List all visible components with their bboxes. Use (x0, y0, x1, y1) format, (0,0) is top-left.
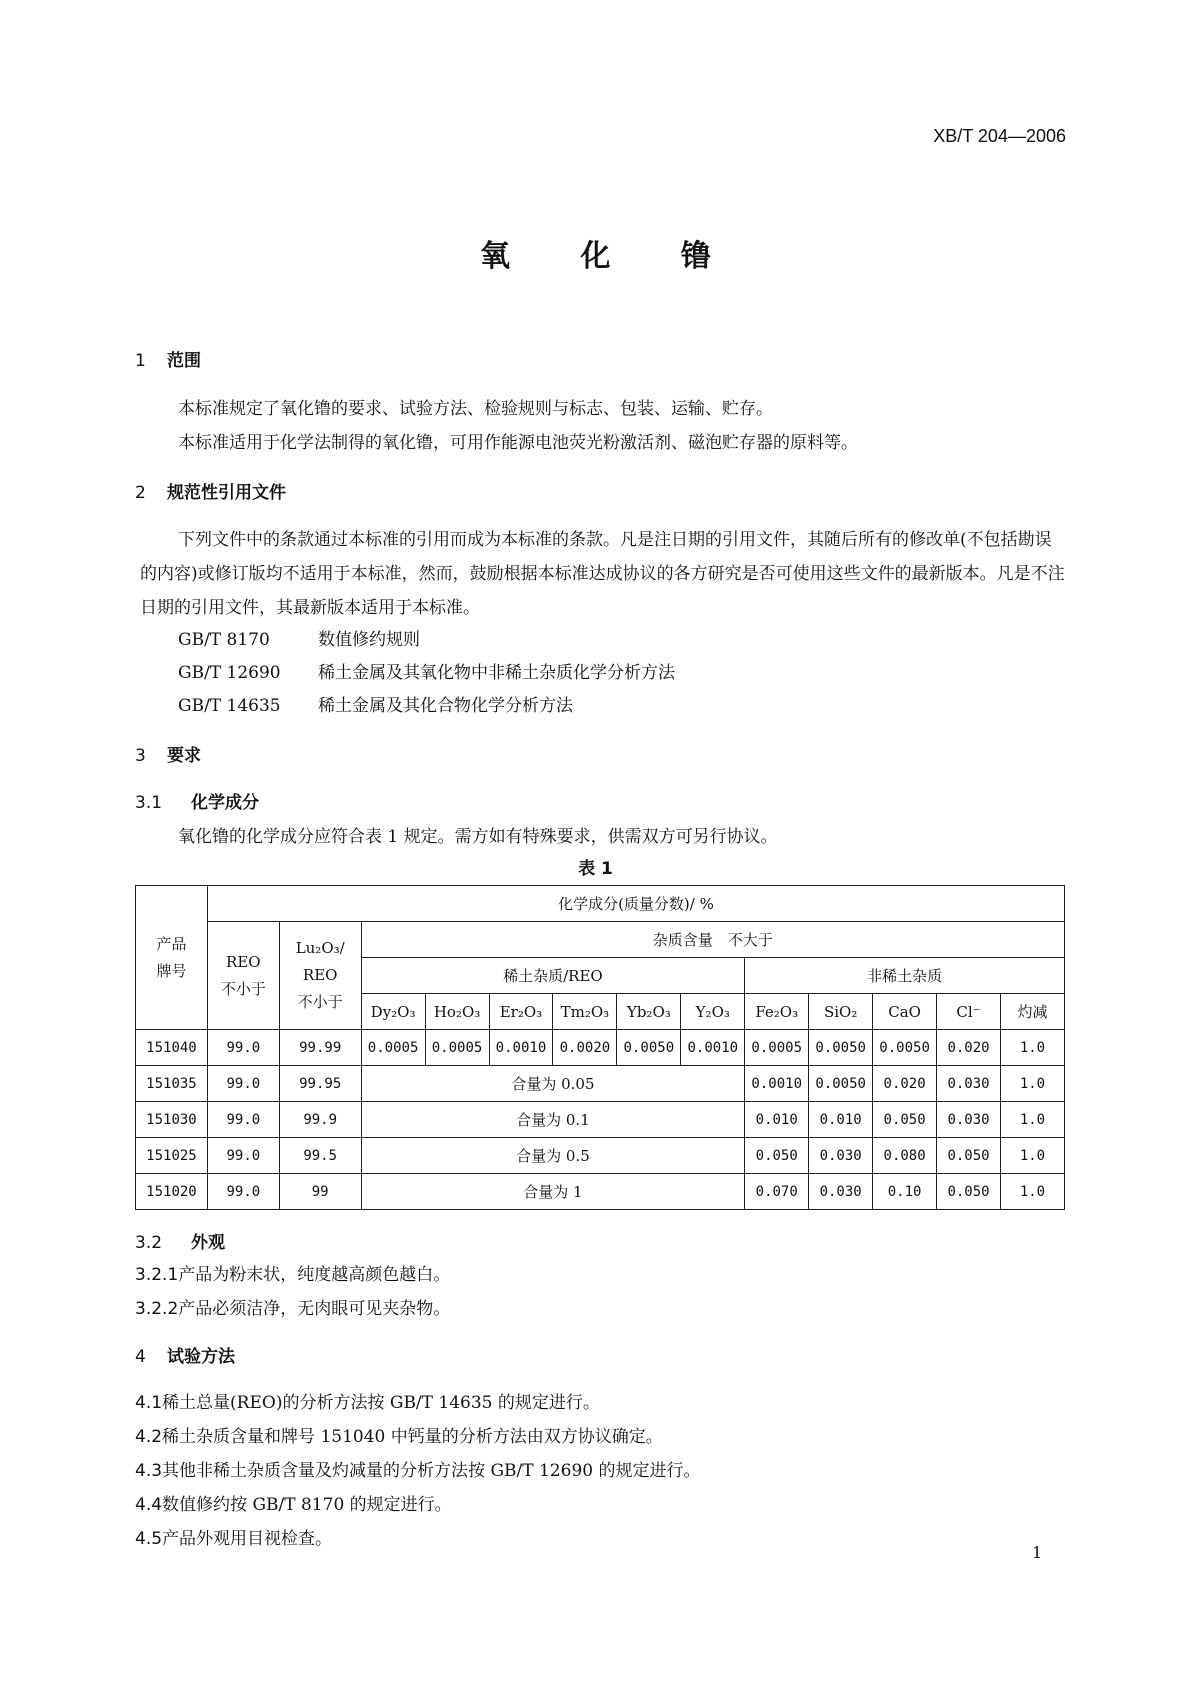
clause-3-2-2 (135, 1294, 450, 1319)
section-title: 规范性引用文件 (167, 483, 286, 503)
clause-text: 产品必须洁净，无肉眼可见夹杂物。 (178, 1299, 451, 1319)
column-header: CaO (873, 994, 937, 1030)
section-number: 3.1 (135, 793, 163, 813)
cell-lu: 99.9 (279, 1102, 361, 1138)
column-header: SiO₂ (809, 994, 873, 1030)
cell-grade: 151030 (136, 1102, 208, 1138)
subsection-3-1-heading (135, 788, 259, 813)
cell-lu: 99.5 (279, 1138, 361, 1174)
page-number: 1 (1032, 1543, 1043, 1562)
paragraph: 氧化镥的化学成分应符合表 1 规定。需方如有特殊要求，供需双方可另行协议。 (178, 827, 778, 847)
section-number: 3 (135, 746, 146, 766)
cell-sio2: 0.030 (809, 1138, 873, 1174)
paragraph: 下列文件中的条款通过本标准的引用而成为本标准的条款。凡是注日期的引用文件，其随后所有的修改单(不包括勘误的内容)或修订版均不适用于本标准，然而，鼓励根据本标准达成协议的各方研究是否可使用这些文件的最新版本。凡是不注日期的引用文件，其最新版本适用于本标准。 (140, 530, 1065, 618)
clause-number: 4.1 (135, 1393, 163, 1413)
cell-reo: 99.0 (207, 1066, 279, 1102)
cell-cao: 0.020 (873, 1066, 937, 1102)
cell-loss-on-ignition: 1.0 (1000, 1030, 1064, 1066)
section-title: 范围 (167, 351, 201, 371)
cell-reo: 99.0 (207, 1174, 279, 1210)
paragraph: 本标准规定了氧化镥的要求、试验方法、检验规则与标志、包装、运输、贮存。 (178, 399, 773, 419)
cell-re-total: 合量为 0.1 (361, 1102, 745, 1138)
cell-loss-on-ignition: 1.0 (1000, 1174, 1064, 1210)
reference-code: GB/T 12690 (178, 663, 281, 683)
reference-item (178, 625, 420, 650)
clause-number: 4.3 (135, 1461, 163, 1481)
cell-sio2: 0.010 (809, 1102, 873, 1138)
cell-grade: 151040 (136, 1030, 208, 1066)
header-rare-earth-impurity: 稀土杂质/REO (361, 958, 745, 994)
cell-grade: 151035 (136, 1066, 208, 1102)
cell-grade: 151025 (136, 1138, 208, 1174)
subsection-3-2-heading (135, 1228, 225, 1253)
cell-cao: 0.050 (873, 1102, 937, 1138)
cell-loss-on-ignition: 1.0 (1000, 1066, 1064, 1102)
cell-cao: 0.0050 (873, 1030, 937, 1066)
cell-er2o3: 0.0010 (489, 1030, 553, 1066)
section-title: 外观 (191, 1233, 225, 1253)
cell-cl: 0.050 (937, 1138, 1001, 1174)
section-title: 化学成分 (191, 793, 259, 813)
section-2-heading (135, 478, 286, 503)
clause-number: 4.2 (135, 1427, 163, 1447)
section-4-heading (135, 1342, 235, 1367)
reference-code: GB/T 8170 (178, 630, 270, 650)
section-title: 要求 (167, 746, 201, 766)
column-header: Ho₂O₃ (425, 994, 489, 1030)
header-non-rare-earth-impurity: 非稀土杂质 (745, 958, 1065, 994)
table-caption: 表 1 (578, 859, 613, 879)
clause-text: 稀土总量(REO)的分析方法按 GB/T 14635 的规定进行。 (162, 1393, 600, 1413)
cell-fe2o3: 0.0010 (745, 1066, 809, 1102)
cell-y2o3: 0.0010 (681, 1030, 745, 1066)
reference-item (178, 658, 675, 683)
header-chemical-composition: 化学成分(质量分数)/ % (207, 886, 1064, 922)
header-reo: REO 不小于 (207, 922, 279, 1030)
cell-lu: 99 (279, 1174, 361, 1210)
cell-fe2o3: 0.010 (745, 1102, 809, 1138)
clause-number: 3.2.1 (135, 1265, 179, 1285)
column-header: 灼减 (1000, 994, 1064, 1030)
cell-reo: 99.0 (207, 1102, 279, 1138)
cell-lu: 99.99 (279, 1030, 361, 1066)
cell-cl: 0.030 (937, 1102, 1001, 1138)
section-number: 2 (135, 483, 146, 503)
composition-table (135, 885, 1065, 1210)
clause-4-4 (135, 1490, 452, 1515)
cell-loss-on-ignition: 1.0 (1000, 1102, 1064, 1138)
cell-cl: 0.030 (937, 1066, 1001, 1102)
section-number: 4 (135, 1347, 146, 1367)
clause-text: 稀土杂质含量和牌号 151040 中钙量的分析方法由双方协议确定。 (162, 1427, 663, 1447)
cell-grade: 151020 (136, 1174, 208, 1210)
table-row (136, 1102, 1065, 1138)
clause-4-3 (135, 1456, 700, 1481)
section-3-heading (135, 741, 201, 766)
cell-re-total: 合量为 0.05 (361, 1066, 745, 1102)
cell-fe2o3: 0.0005 (745, 1030, 809, 1066)
column-header: Fe₂O₃ (745, 994, 809, 1030)
clause-3-2-1 (135, 1260, 450, 1285)
column-header: Tm₂O₃ (553, 994, 617, 1030)
clause-number: 3.2.2 (135, 1299, 179, 1319)
cell-fe2o3: 0.070 (745, 1174, 809, 1210)
cell-sio2: 0.0050 (809, 1066, 873, 1102)
column-header: Dy₂O₃ (361, 994, 425, 1030)
clause-4-5 (135, 1524, 332, 1549)
clause-text: 其他非稀土杂质含量及灼减量的分析方法按 GB/T 12690 的规定进行。 (162, 1461, 701, 1481)
clause-text: 产品为粉末状，纯度越高颜色越白。 (178, 1265, 451, 1285)
header-lu2o3-reo: Lu₂O₃/ REO 不小于 (279, 922, 361, 1030)
reference-name: 稀土金属及其化合物化学分析方法 (318, 696, 573, 716)
table-row (136, 1066, 1065, 1102)
document-title: 氧 化 镥 (480, 239, 741, 274)
cell-re-total: 合量为 1 (361, 1174, 745, 1210)
cell-cao: 0.080 (873, 1138, 937, 1174)
cell-cao: 0.10 (873, 1174, 937, 1210)
column-header: Y₂O₃ (681, 994, 745, 1030)
table-row (136, 1030, 1065, 1066)
reference-name: 数值修约规则 (318, 630, 420, 650)
cell-tm2o3: 0.0020 (553, 1030, 617, 1066)
reference-name: 稀土金属及其氧化物中非稀土杂质化学分析方法 (318, 663, 675, 683)
cell-lu: 99.95 (279, 1066, 361, 1102)
cell-fe2o3: 0.050 (745, 1138, 809, 1174)
section-number: 1 (135, 351, 146, 371)
reference-code: GB/T 14635 (178, 696, 281, 716)
cell-reo: 99.0 (207, 1138, 279, 1174)
section-1-heading (135, 346, 201, 371)
clause-text: 数值修约按 GB/T 8170 的规定进行。 (162, 1495, 452, 1515)
clause-number: 4.5 (135, 1529, 163, 1549)
cell-cl: 0.020 (937, 1030, 1001, 1066)
clause-4-1 (135, 1388, 600, 1413)
cell-sio2: 0.030 (809, 1174, 873, 1210)
paragraph: 本标准适用于化学法制得的氧化镥，可用作能源电池荧光粉激活剂、磁泡贮存器的原料等。 (178, 433, 858, 453)
clause-4-2 (135, 1422, 663, 1447)
table-row (136, 1174, 1065, 1210)
header-impurity: 杂质含量 不大于 (361, 922, 1064, 958)
cell-yb2o3: 0.0050 (617, 1030, 681, 1066)
cell-re-total: 合量为 0.5 (361, 1138, 745, 1174)
clause-text: 产品外观用目视检查。 (162, 1529, 333, 1549)
cell-loss-on-ignition: 1.0 (1000, 1138, 1064, 1174)
column-header: Yb₂O₃ (617, 994, 681, 1030)
header-grade: 产品 牌号 (136, 886, 208, 1030)
cell-ho2o3: 0.0005 (425, 1030, 489, 1066)
column-header: Er₂O₃ (489, 994, 553, 1030)
cell-sio2: 0.0050 (809, 1030, 873, 1066)
reference-item (178, 691, 573, 716)
cell-cl: 0.050 (937, 1174, 1001, 1210)
section-number: 3.2 (135, 1233, 163, 1253)
cell-dy2o3: 0.0005 (361, 1030, 425, 1066)
column-header: Cl⁻ (937, 994, 1001, 1030)
cell-reo: 99.0 (207, 1030, 279, 1066)
standard-number: XB/T 204—2006 (933, 126, 1066, 146)
section-title: 试验方法 (167, 1347, 235, 1367)
clause-number: 4.4 (135, 1495, 163, 1515)
table-row (136, 1138, 1065, 1174)
